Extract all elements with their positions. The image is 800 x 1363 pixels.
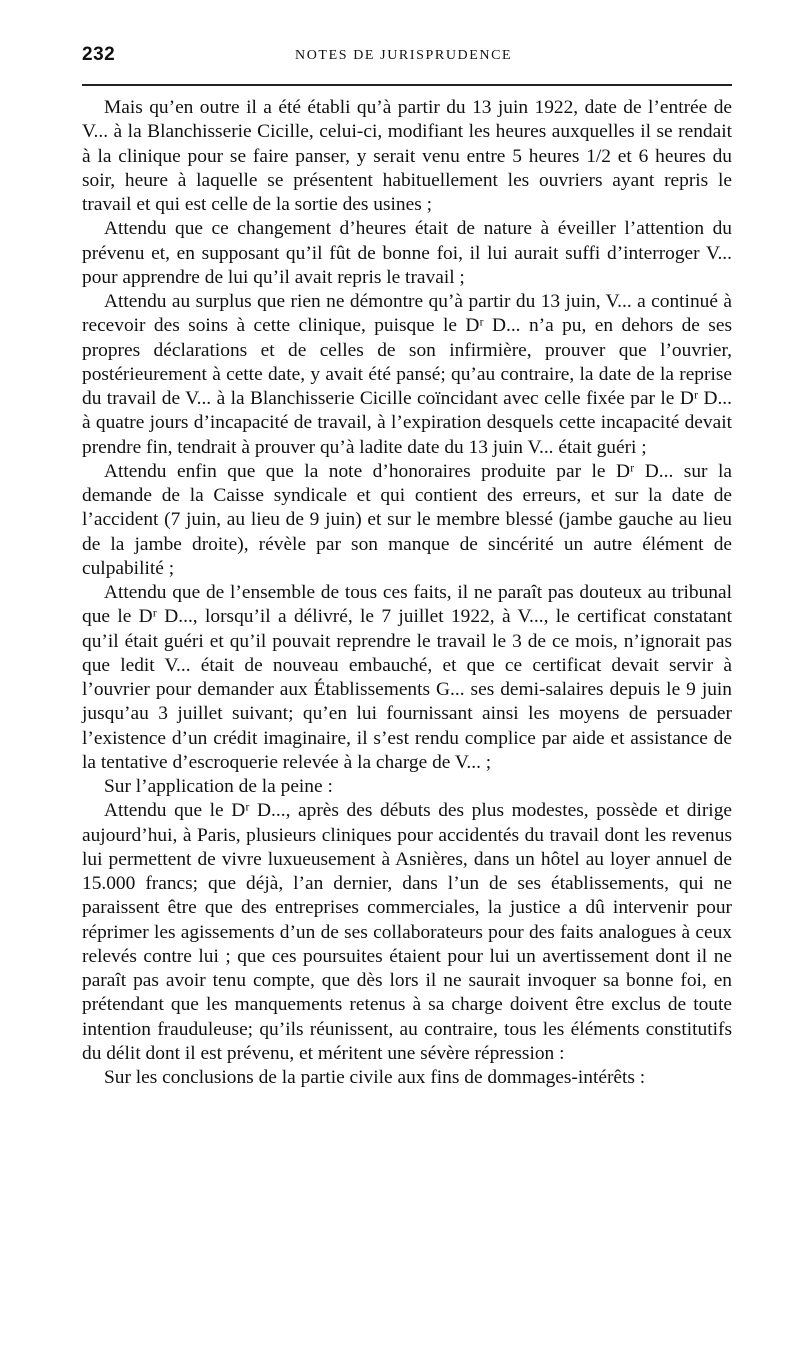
- section-heading: Sur les conclusions de la partie civile aux fins de dommages-intérêts :: [104, 1067, 646, 1088]
- paragraph: Mais qu’en outre il a été établi qu’à partir du 13 juin 1922, date de l’entrée de V... à la Blanchisserie Cicille, celui-ci, modifiant les heures auxquelles il se rendait à la clinique pour se faire panser, y serait venu entre 5 heures 1/2 et 6 heures du soir, heure à laquelle se présentent habituellement les ouvriers ayant repris le travail et qui est celle de la sortie des usines ;: [82, 97, 732, 215]
- running-title: NOTES DE JURISPRUDENCE: [295, 48, 513, 63]
- paragraph: Attendu enfin que que la note d’honoraires produite par le Dʳ D... sur la demande de la Caisse syndicale et qui contient des erreurs, et sur la date de l’accident (7 juin, au lieu de 9 juin) et sur le membre blessé (jambe gauche au lieu de la jambe droite), révèle par son manque de sincérité un autre élément de culpabilité ;: [82, 460, 732, 579]
- paragraph: Attendu que de l’ensemble de tous ces faits, il ne paraît pas douteux au tribunal que le Dʳ D..., lorsqu’il a délivré, le 7 juillet 1922, à V..., le certificat constatant qu’il était guéri et qu’il pouvait reprendre le travail le 3 de ce mois, n’ignorait pas que ledit V... était de nouveau embauché, et que ce certificat devait servir à l’ouvrier pour demander aux Établissements G... ses demi-salaires depuis le 9 juin jusqu’au 3 juillet suivant; qu’en lui fournissant ainsi les moyens de persuader l’existence d’un crédit imaginaire, il s’est rendu complice par aide et assistance de la tentative d’escroquerie relevée à la charge de V... ;: [82, 582, 732, 773]
- page-header: [82, 44, 732, 74]
- body-text: [82, 96, 732, 1090]
- paragraph: Attendu au surplus que rien ne démontre qu’à partir du 13 juin, V... a continué à recevoir des soins à cette clinique, puisque le Dʳ D... n’a pu, en dehors de ses propres déclarations et de celles de son infirmière, prouver que l’ouvrier, postérieurement à cette date, y avait été pansé; qu’au contraire, la date de la reprise du travail de V... à la Blanchisserie Cicille coïncidant avec celle fixée par le Dʳ D... à quatre jours d’incapacité de travail, à l’expiration desquels cette incapacité devait prendre fin, tendrait à prouver qu’à ladite date du 13 juin V... était guéri ;: [82, 291, 732, 458]
- paragraph: Attendu que ce changement d’heures était de nature à éveiller l’attention du prévenu et, en supposant qu’il fût de bonne foi, il lui aurait suffi d’interroger V... pour apprendre de lui qu’il avait repris le travail ;: [82, 218, 732, 288]
- page-number: 232: [82, 44, 116, 65]
- header-rule: [82, 84, 732, 86]
- paragraph: Attendu que le Dʳ D..., après des débuts des plus modestes, possède et dirige aujourd’hui, à Paris, plusieurs cliniques pour accidentés du travail dont les revenus lui permettent de vivre luxueusement à Asnières, dans un hôtel au loyer annuel de 15.000 francs; que déjà, l’an dernier, dans l’un de ses établissements, qui ne paraissent être que des entreprises commerciales, la justice a dû intervenir pour réprimer les agissements d’un de ses collaborateurs pour des faits analogues à ceux relevés contre lui ; que ces poursuites étaient pour lui un avertissement dont il ne paraît pas avoir tenu compte, que dès lors il ne saurait invoquer sa bonne foi, en prétendant que les manquements retenus à sa charge doivent être exclus de toute intention frauduleuse; qu’ils réunissent, au contraire, tous les éléments constitutifs du délit dont il est prévenu, et méritent une sévère répression :: [82, 800, 732, 1064]
- section-heading: Sur l’application de la peine :: [104, 776, 333, 797]
